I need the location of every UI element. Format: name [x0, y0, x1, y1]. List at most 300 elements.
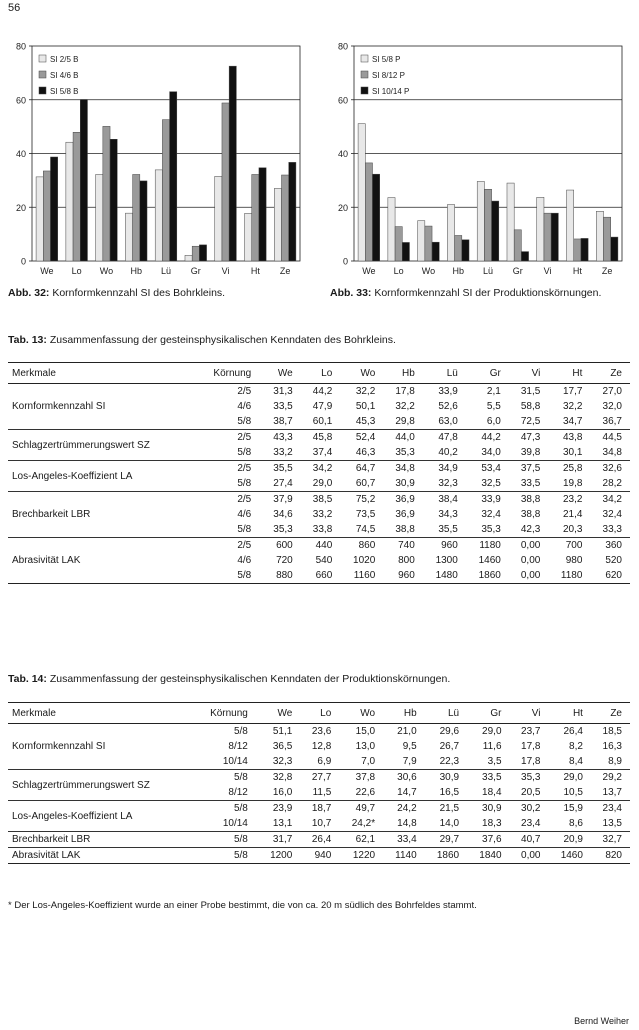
value-cell: 14,0: [425, 816, 467, 832]
table-row: [8, 430, 630, 446]
value-cell: 8,9: [591, 754, 630, 770]
value-cell: 1180: [548, 568, 590, 584]
bar: [388, 198, 395, 261]
value-cell: 37,9: [273, 494, 293, 505]
bar: [245, 213, 252, 261]
value-cell: 17,8: [510, 754, 549, 770]
bar: [611, 237, 618, 261]
value-cell: 60,7: [340, 476, 383, 492]
header-row: [8, 703, 630, 724]
value-cell: 5,5: [486, 401, 501, 412]
feature-name: Abrasivität LAK: [8, 538, 196, 584]
column-header: Lü: [425, 703, 467, 724]
value-cell: 30,2: [521, 803, 541, 814]
bar: [289, 162, 296, 261]
column-header: Merkmale: [8, 703, 194, 724]
table-row: [8, 832, 630, 848]
bar: [199, 245, 206, 261]
value-cell: 740: [398, 540, 415, 551]
value-cell: 45,8: [312, 432, 333, 443]
column-header: Gr: [466, 363, 509, 384]
legend-swatch: [361, 87, 368, 94]
value-cell: 38,8: [520, 494, 541, 505]
value-cell: 1300: [435, 555, 458, 566]
value-cell: 36,7: [590, 414, 630, 430]
value-cell: 11,6: [482, 741, 502, 752]
value-cell: 33,5: [273, 401, 293, 412]
bar: [36, 177, 43, 261]
grain-size-cell: 5/8: [196, 414, 261, 430]
x-tick-label: Lo: [393, 266, 404, 276]
y-tick-label: 80: [15, 41, 26, 52]
value-cell: 58,8: [520, 401, 541, 412]
bar: [73, 132, 80, 261]
value-cell: 13,5: [591, 816, 630, 832]
caption-abb32-text: Kornformkennzahl SI des Bohrkleins.: [49, 287, 226, 299]
grain-size-cell: 2/5: [237, 494, 252, 505]
grain-size-cell: 5/8: [194, 832, 258, 848]
bar: [402, 242, 409, 261]
value-cell: 43,3: [273, 432, 293, 443]
value-cell: 50,1: [355, 401, 376, 412]
value-cell: 29,7: [425, 832, 467, 848]
value-cell: 49,7: [355, 803, 376, 814]
feature-name: Schlagzertrümmerungswert SZ: [8, 770, 194, 801]
x-tick-label: Ht: [572, 266, 582, 276]
value-cell: 72,5: [509, 414, 549, 430]
grain-size-cell: 2/5: [237, 463, 252, 474]
x-tick-label: Lü: [482, 266, 494, 276]
value-cell: 12,8: [311, 741, 332, 752]
column-header: Wo: [340, 363, 383, 384]
value-cell: 36,5: [272, 741, 293, 752]
value-cell: 60,1: [301, 414, 341, 430]
value-cell: 17,8: [395, 386, 415, 397]
value-cell: 33,9: [438, 386, 458, 397]
value-cell: 33,4: [383, 832, 425, 848]
x-tick-label: Vi: [543, 266, 552, 276]
bar: [133, 174, 140, 261]
table-row: [8, 770, 630, 786]
value-cell: 44,2: [481, 432, 501, 443]
bar: [395, 227, 402, 261]
value-cell: 960: [441, 540, 458, 551]
value-cell: 820: [591, 848, 630, 864]
y-tick-label: 20: [337, 202, 348, 213]
bar: [155, 170, 162, 261]
bar: [259, 168, 266, 261]
bar: [418, 221, 425, 261]
column-header: Körnung: [194, 703, 258, 724]
value-cell: 43,8: [562, 432, 583, 443]
caption-abb32-label: Abb. 32:: [8, 287, 50, 299]
value-cell: 47,3: [520, 432, 541, 443]
bar: [103, 126, 110, 261]
value-cell: 0,00: [520, 540, 541, 551]
bar: [170, 92, 177, 261]
bar: [492, 201, 499, 261]
value-cell: 34,8: [395, 463, 415, 474]
column-header: Lü: [423, 363, 466, 384]
grain-size-cell: 8/12: [194, 785, 258, 801]
page-number: 56: [8, 2, 21, 14]
grain-size-cell: 4/6: [237, 555, 252, 566]
value-cell: 29,0: [301, 476, 341, 492]
column-header: Ht: [549, 703, 591, 724]
table-row: [8, 848, 630, 864]
grain-size-cell: 5/8: [233, 803, 248, 814]
x-tick-label: Hb: [130, 266, 142, 276]
value-cell: 38,5: [312, 494, 333, 505]
value-cell: 31,3: [273, 386, 293, 397]
x-tick-label: Gr: [190, 266, 201, 276]
grain-size-cell: 2/5: [237, 432, 252, 443]
bar: [574, 239, 581, 261]
bar: [551, 213, 558, 261]
value-cell: 6,0: [466, 414, 509, 430]
tab13-caption: [8, 334, 396, 346]
value-cell: 23,4: [510, 816, 549, 832]
column-header: Gr: [467, 703, 509, 724]
value-cell: 63,0: [423, 414, 466, 430]
legend-label: SI 10/14 P: [372, 87, 410, 96]
value-cell: 23,2: [562, 494, 583, 505]
column-header: Ht: [548, 363, 590, 384]
value-cell: 22,3: [425, 754, 467, 770]
x-tick-label: Ze: [601, 266, 613, 276]
value-cell: 1020: [353, 555, 376, 566]
bar: [162, 120, 169, 261]
grain-size-cell: 5/8: [196, 522, 261, 538]
grain-size-cell: 4/6: [237, 509, 252, 520]
value-cell: 42,3: [509, 522, 549, 538]
value-cell: 35,5: [423, 522, 466, 538]
bar: [50, 157, 57, 261]
value-cell: 8,2: [569, 741, 583, 752]
bar: [215, 176, 222, 261]
value-cell: 74,5: [340, 522, 383, 538]
column-header: We: [258, 703, 300, 724]
value-cell: 38,4: [438, 494, 458, 505]
value-cell: 33,2: [261, 445, 301, 461]
value-cell: 29,6: [439, 726, 460, 737]
value-cell: 47,8: [438, 432, 458, 443]
value-cell: 64,7: [355, 463, 376, 474]
bar: [514, 230, 521, 261]
value-cell: 73,5: [355, 509, 376, 520]
value-cell: 860: [358, 540, 376, 551]
table-row: [8, 724, 630, 740]
value-cell: 1200: [258, 848, 300, 864]
value-cell: 32,4: [602, 509, 622, 520]
value-cell: 32,2: [395, 401, 415, 412]
value-cell: 37,8: [355, 772, 376, 783]
value-cell: 33,9: [481, 494, 501, 505]
bar: [477, 181, 484, 261]
feature-name: Brechbarkeit LBR: [8, 492, 196, 538]
bar: [372, 174, 379, 261]
value-cell: 1460: [478, 555, 501, 566]
value-cell: 600: [276, 540, 293, 551]
value-cell: 37,4: [301, 445, 341, 461]
value-cell: 6,9: [300, 754, 339, 770]
column-header: Merkmale: [8, 363, 196, 384]
value-cell: 21,0: [397, 726, 417, 737]
value-cell: 35,3: [521, 772, 541, 783]
x-tick-label: We: [40, 266, 54, 276]
tab13-label: Tab. 13:: [8, 334, 47, 346]
bar: [252, 174, 259, 261]
legend-swatch: [39, 71, 46, 78]
value-cell: 25,8: [562, 463, 583, 474]
value-cell: 33,3: [590, 522, 630, 538]
value-cell: 11,5: [300, 785, 339, 801]
x-tick-label: Lü: [160, 266, 172, 276]
grain-size-cell: 10/14: [194, 816, 258, 832]
column-header: Ze: [591, 703, 630, 724]
value-cell: 18,3: [467, 816, 509, 832]
caption-abb33: [330, 287, 601, 299]
value-cell: 2,1: [486, 386, 501, 397]
value-cell: 10,7: [300, 816, 339, 832]
value-cell: 620: [590, 568, 630, 584]
value-cell: 32,3: [258, 754, 300, 770]
table-row: [8, 461, 630, 477]
value-cell: 3,5: [467, 754, 509, 770]
value-cell: 20,3: [548, 522, 590, 538]
value-cell: 53,4: [481, 463, 501, 474]
bar: [462, 240, 469, 261]
value-cell: 38,8: [383, 522, 423, 538]
value-cell: 10,5: [549, 785, 591, 801]
caption-abb32: [8, 287, 225, 299]
value-cell: 18,5: [602, 726, 622, 737]
legend-label: SI 5/8 P: [372, 55, 401, 64]
value-cell: 32,4: [481, 509, 501, 520]
footnote: * Der Los-Angeles-Koeffizient wurde an einer Probe bestimmt, die von ca. 20 m südlich des Bohrfeldes stammt.: [8, 900, 477, 911]
x-tick-label: Ze: [279, 266, 291, 276]
bar: [425, 226, 432, 261]
table-row: [8, 538, 630, 554]
value-cell: 51,1: [272, 726, 293, 737]
value-cell: 29,0: [482, 726, 502, 737]
value-cell: 7,9: [383, 754, 425, 770]
value-cell: 18,7: [311, 803, 332, 814]
bar: [229, 66, 236, 261]
bar: [537, 197, 544, 261]
bar: [192, 246, 199, 261]
value-cell: 75,2: [355, 494, 376, 505]
grain-size-cell: 5/8: [196, 476, 261, 492]
value-cell: 40,2: [423, 445, 466, 461]
y-tick-label: 40: [15, 149, 26, 159]
value-cell: 1860: [425, 848, 467, 864]
bar: [110, 139, 117, 261]
value-cell: 22,6: [339, 785, 383, 801]
x-tick-label: Lo: [71, 266, 82, 276]
grain-size-cell: 5/8: [233, 726, 248, 737]
column-header: Lo: [300, 703, 339, 724]
value-cell: 38,7: [261, 414, 301, 430]
value-cell: 34,2: [602, 494, 622, 505]
y-tick-label: 0: [20, 256, 26, 267]
grain-size-cell: 5/8: [194, 848, 258, 864]
value-cell: 0,00: [509, 568, 549, 584]
bar: [507, 183, 514, 261]
legend-label: SI 4/6 B: [50, 71, 79, 80]
bar: [432, 242, 439, 261]
value-cell: 52,6: [438, 401, 458, 412]
value-cell: 23,4: [602, 803, 622, 814]
x-tick-label: Wo: [421, 266, 436, 276]
bar: [521, 252, 528, 261]
legend-label: SI 5/8 B: [50, 87, 79, 96]
value-cell: 23,7: [521, 726, 541, 737]
bar: [80, 99, 87, 261]
feature-name: Kornformkennzahl SI: [8, 384, 196, 430]
value-cell: 32,2: [355, 386, 376, 397]
value-cell: 15,9: [563, 803, 583, 814]
tab14-label: Tab. 14:: [8, 673, 47, 685]
value-cell: 33,5: [509, 476, 549, 492]
value-cell: 540: [315, 555, 333, 566]
value-cell: 1860: [466, 568, 509, 584]
y-tick-label: 0: [342, 256, 348, 267]
value-cell: 44,5: [602, 432, 622, 443]
legend-swatch: [361, 71, 368, 78]
value-cell: 26,7: [439, 741, 460, 752]
value-cell: 46,3: [340, 445, 383, 461]
chart-abb32-svg: [4, 36, 304, 276]
value-cell: 35,3: [383, 445, 423, 461]
tab13-title: Zusammenfassung der gesteinsphysikalischen Kenndaten des Bohrkleins.: [46, 334, 396, 346]
value-cell: 26,4: [563, 726, 583, 737]
tab14-table: [8, 702, 630, 864]
bar: [96, 174, 103, 261]
value-cell: 44,2: [312, 386, 333, 397]
bar: [447, 205, 454, 261]
value-cell: 21,5: [439, 803, 460, 814]
value-cell: 16,5: [425, 785, 467, 801]
value-cell: 24,2*: [339, 816, 383, 832]
grain-size-cell: 5/8: [233, 772, 248, 783]
value-cell: 15,0: [355, 726, 376, 737]
value-cell: 23,6: [311, 726, 332, 737]
value-cell: 32,3: [423, 476, 466, 492]
value-cell: 29,8: [383, 414, 423, 430]
x-tick-label: Ht: [250, 266, 260, 276]
value-cell: 28,2: [590, 476, 630, 492]
bar: [274, 188, 281, 261]
column-header: Hb: [383, 703, 425, 724]
legend-swatch: [39, 87, 46, 94]
value-cell: 14,8: [383, 816, 425, 832]
value-cell: 47,9: [312, 401, 333, 412]
legend-label: SI 2/5 B: [50, 55, 79, 64]
bar: [455, 235, 462, 261]
bar: [604, 217, 611, 261]
table-row: [8, 492, 630, 508]
value-cell: 29,2: [602, 772, 622, 783]
value-cell: 520: [605, 555, 622, 566]
value-cell: 35,3: [261, 522, 301, 538]
value-cell: 27,7: [311, 772, 332, 783]
value-cell: 29,0: [563, 772, 583, 783]
value-cell: 30,9: [383, 476, 423, 492]
tab14-title: Zusammenfassung der gesteinsphysikalischen Kenndaten der Produktionskörnungen.: [46, 673, 451, 685]
column-header: Vi: [509, 363, 549, 384]
value-cell: 32,5: [466, 476, 509, 492]
value-cell: 13,0: [355, 741, 376, 752]
value-cell: 31,7: [258, 832, 300, 848]
column-header: Körnung: [196, 363, 261, 384]
value-cell: 17,8: [521, 741, 541, 752]
value-cell: 1140: [383, 848, 425, 864]
grain-size-cell: 10/14: [194, 754, 258, 770]
legend-swatch: [39, 55, 46, 62]
grain-size-cell: 4/6: [237, 401, 252, 412]
value-cell: 33,2: [312, 509, 333, 520]
value-cell: 27,4: [261, 476, 301, 492]
value-cell: 23,9: [272, 803, 293, 814]
value-cell: 9,5: [402, 741, 417, 752]
grain-size-cell: 5/8: [196, 568, 261, 584]
grain-size-cell: 2/5: [237, 386, 252, 397]
value-cell: 33,5: [482, 772, 502, 783]
bar: [43, 171, 50, 261]
x-tick-label: Wo: [99, 266, 114, 276]
table-row: [8, 801, 630, 817]
value-cell: 16,3: [602, 741, 622, 752]
table-row: [8, 384, 630, 400]
grain-size-cell: 8/12: [228, 741, 248, 752]
feature-name: Los-Angeles-Koeffizient LA: [8, 801, 194, 832]
column-header: We: [261, 363, 301, 384]
x-tick-label: We: [362, 266, 376, 276]
value-cell: 39,8: [509, 445, 549, 461]
value-cell: 32,7: [591, 832, 630, 848]
value-cell: 33,8: [301, 522, 341, 538]
feature-name: Schlagzertrümmerungswert SZ: [8, 430, 196, 461]
value-cell: 45,3: [340, 414, 383, 430]
tab14-caption: [8, 673, 450, 685]
value-cell: 30,9: [439, 772, 460, 783]
value-cell: 34,2: [312, 463, 333, 474]
bar: [567, 190, 574, 261]
value-cell: 1220: [339, 848, 383, 864]
value-cell: 13,7: [591, 785, 630, 801]
value-cell: 24,2: [397, 803, 417, 814]
bar: [596, 211, 603, 261]
author: Bernd Weiher: [574, 1016, 629, 1026]
bar: [581, 238, 588, 261]
value-cell: 21,4: [562, 509, 583, 520]
value-cell: 1840: [467, 848, 509, 864]
value-cell: 31,5: [520, 386, 541, 397]
value-cell: 20,9: [549, 832, 591, 848]
value-cell: 35,5: [273, 463, 293, 474]
bar: [282, 175, 289, 261]
value-cell: 8,4: [549, 754, 591, 770]
header-row: [8, 363, 630, 384]
value-cell: 360: [605, 540, 622, 551]
value-cell: 34,3: [438, 509, 458, 520]
value-cell: 34,7: [548, 414, 590, 430]
grain-size-cell: 2/5: [237, 540, 252, 551]
value-cell: 40,7: [510, 832, 549, 848]
value-cell: 17,7: [562, 386, 583, 397]
x-tick-label: Vi: [221, 266, 230, 276]
